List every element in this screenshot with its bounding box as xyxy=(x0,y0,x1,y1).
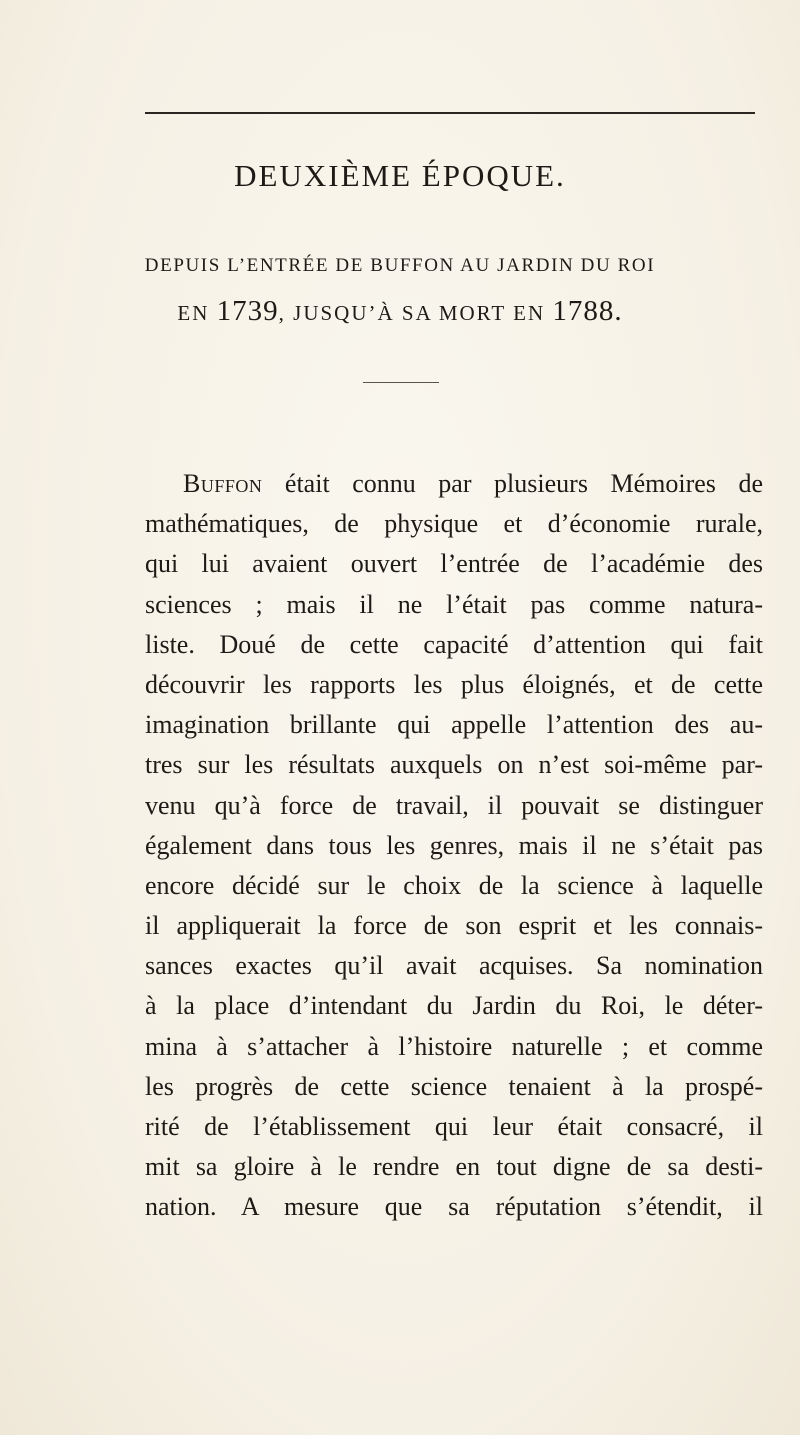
year-end: 1788. xyxy=(552,295,623,327)
text-line: liste. Doué de cette capacité d’attention qui fait xyxy=(145,629,763,659)
chapter-subtitle-line2 xyxy=(0,295,800,328)
chapter-title: DEUXIÈME ÉPOQUE. xyxy=(234,158,566,193)
subtitle-mid: , JUSQU’À SA MORT EN xyxy=(278,301,546,325)
text-line: les progrès de cette science tenaient à la prospé- xyxy=(145,1071,763,1101)
text-line: sciences ; mais il ne l’était pas comme natura- xyxy=(145,589,763,619)
text-line: rité de l’établissement qui leur était consacré, il xyxy=(145,1112,763,1141)
chapter-subtitle-line1: DEPUIS L’ENTRÉE DE BUFFON AU JARDIN DU ROI xyxy=(144,255,656,276)
text-line: sances exactes qu’il avait acquises. Sa nomination xyxy=(145,951,763,981)
text-line: encore décidé sur le choix de la science à laquelle xyxy=(145,870,763,900)
text-line: imagination brillante qui appelle l’attention des au- xyxy=(145,710,763,740)
text-line: Buffon était connu par plusieurs Mémoires de xyxy=(183,469,763,498)
subtitle-prefix: EN xyxy=(177,301,210,325)
text-line: mina à s’attacher à l’histoire naturelle ; et comme xyxy=(145,1031,763,1061)
text-line: nation. A mesure que sa réputation s’étendit, il xyxy=(145,1192,763,1222)
text-line: mit sa gloire à le rendre en tout digne de sa desti- xyxy=(145,1152,763,1182)
text-line: tres sur les résultats auxquels on n’est soi-même par- xyxy=(145,750,763,780)
section-divider xyxy=(363,382,439,383)
text-line: venu qu’à force de travail, il pouvait se distinguer xyxy=(145,790,763,820)
text-line: qui lui avaient ouvert l’entrée de l’académie des xyxy=(145,549,763,579)
body-paragraph xyxy=(145,464,763,1228)
first-word: Buffon xyxy=(183,469,263,498)
text-line: à la place d’intendant du Jardin du Roi, le déter- xyxy=(145,991,763,1021)
year-start: 1739 xyxy=(216,295,279,327)
text-line: découvrir les rapports les plus éloignés, et de cette xyxy=(145,669,763,699)
text-line: mathématiques, de physique et d’économie rurale, xyxy=(145,509,763,539)
text-line: également dans tous les genres, mais il ne s’était pas xyxy=(145,830,763,860)
text-line: il appliquerait la force de son esprit et les connais- xyxy=(145,911,763,941)
top-rule xyxy=(145,112,755,114)
